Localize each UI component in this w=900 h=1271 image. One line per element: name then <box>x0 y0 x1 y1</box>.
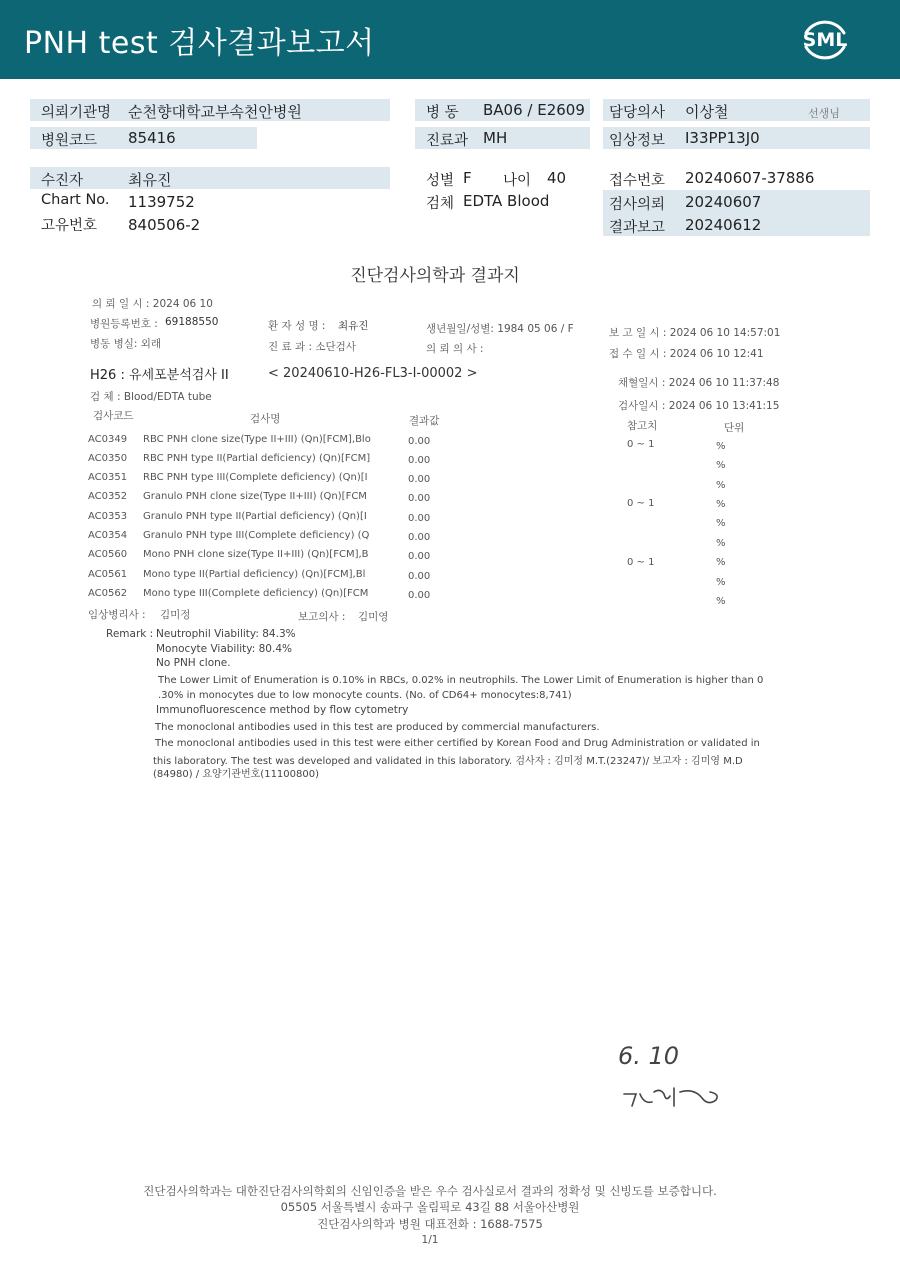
institution-label: 의뢰기관명 <box>41 105 112 121</box>
receipt-time: 접 수 일 시 : 2024 06 10 12:41 <box>609 348 764 360</box>
result-code: AC0560 <box>88 549 128 560</box>
test-code: < 20240610-H26-FL3-I-00002 > <box>268 366 478 381</box>
result-name: Granulo PNH type III(Complete deficiency) (Q <box>143 530 370 541</box>
report-value: 20240612 <box>685 216 762 234</box>
sml-logo: SML <box>798 13 852 67</box>
doctor-detail: 의 뢰 의 사 : <box>426 343 484 355</box>
remark-line: this laboratory. The test was developed and validated in this laboratory. 검사자 : 김미정 M.T.(23247)/ 보고자 : 김미영 M.D <box>153 756 743 767</box>
result-value: 0.00 <box>408 532 431 543</box>
dept-value: MH <box>483 129 508 147</box>
result-row <box>0 491 900 510</box>
request-value: 20240607 <box>685 193 762 211</box>
result-value: 0.00 <box>408 455 431 466</box>
unit: % <box>716 577 726 588</box>
result-name: Mono type II(Partial deficiency) (Qn)[FCM],Bl <box>143 569 366 580</box>
result-value: 0.00 <box>408 551 431 562</box>
chart-no-label: Chart No. <box>41 192 110 208</box>
patient-name-label: 수진자 <box>41 173 84 189</box>
remark-line: Monocyte Viability: 80.4% <box>156 643 292 655</box>
remark-line: .30% in monocytes due to low monocyte counts. (No. of CD64+ monocytes:8,741) <box>158 690 572 701</box>
unit: % <box>716 596 726 607</box>
clinical-value: I33PP13J0 <box>685 129 760 147</box>
result-name: RBC PNH type III(Complete deficiency) (Qn)[I <box>143 472 368 483</box>
request-date: 의 뢰 일 시 : 2024 06 10 <box>92 298 213 310</box>
sex-value: F <box>463 169 472 187</box>
age-value: 40 <box>547 169 567 187</box>
remark-line: The monoclonal antibodies used in this test are produced by commercial manufacturers. <box>155 722 600 733</box>
result-name: Granulo PNH type II(Partial deficiency) (Qn)[I <box>143 511 367 522</box>
result-value: 0.00 <box>408 474 431 485</box>
patient-detail-value: 최유진 <box>338 320 369 332</box>
result-code: AC0354 <box>88 530 128 541</box>
report-title: PNH test 검사결과보고서 <box>24 26 375 61</box>
clinical-label: 임상정보 <box>609 133 666 149</box>
remark-line: Neutrophil Viability: 84.3% <box>156 628 296 640</box>
result-row <box>0 588 900 607</box>
signature-date: 6. 10 <box>618 1042 680 1070</box>
result-value: 0.00 <box>408 590 431 601</box>
section-title: 진단검사의학과 결과지 <box>350 266 520 286</box>
reference-range: 0 ~ 1 <box>627 557 655 568</box>
dept-label: 진료과 <box>426 133 469 149</box>
result-code: AC0562 <box>88 588 128 599</box>
unique-id-value: 840506-2 <box>128 216 201 234</box>
report-time: 보 고 일 시 : 2024 06 10 14:57:01 <box>609 327 781 339</box>
sex-label: 성별 <box>426 173 455 189</box>
reference-range: 0 ~ 1 <box>627 439 655 450</box>
specimen-value: EDTA Blood <box>463 192 550 210</box>
hospital-code-label: 병원코드 <box>41 133 98 149</box>
remark-line: The Lower Limit of Enumeration is 0.10% in RBCs, 0.02% in neutrophils. The Lower Limit of Enumeration is higher than 0 <box>158 675 764 686</box>
result-row <box>0 530 900 549</box>
doctor-label: 담당의사 <box>609 105 666 121</box>
reporter-value: 김미영 <box>358 611 389 623</box>
result-value: 0.00 <box>408 436 431 447</box>
result-code: AC0351 <box>88 472 128 483</box>
col-unit-header: 단위 <box>724 422 745 434</box>
result-row <box>0 434 900 453</box>
chart-no-value: 1139752 <box>128 193 195 211</box>
unique-id-label: 고유번호 <box>41 218 98 234</box>
result-row <box>0 472 900 491</box>
result-value: 0.00 <box>408 513 431 524</box>
result-name: Granulo PNH clone size(Type II+III) (Qn)[FCM <box>143 491 367 502</box>
tech-value: 김미정 <box>160 609 191 621</box>
patient-detail-label: 환 자 성 명 : <box>268 320 326 332</box>
result-name: RBC PNH type II(Partial deficiency) (Qn)[FCM] <box>143 453 371 464</box>
institution-value: 순천향대학교부속천안병원 <box>128 103 302 121</box>
report-header <box>0 0 900 79</box>
col-ref-header: 참고치 <box>627 420 658 432</box>
age-label: 나이 <box>503 173 532 189</box>
specimen-detail: 검 체 : Blood/EDTA tube <box>90 391 212 403</box>
unit: % <box>716 557 726 568</box>
hospital-code-value: 85416 <box>128 129 176 147</box>
ward-detail: 병동 병실: 외래 <box>90 338 162 350</box>
col-result-header: 결과값 <box>409 415 440 427</box>
dept-detail: 진 료 과 : 소단검사 <box>268 341 356 353</box>
tech-label: 임상병리사 : <box>88 609 146 621</box>
unit: % <box>716 499 726 510</box>
result-name: RBC PNH clone size(Type II+III) (Qn)[FCM],Blo <box>143 434 371 445</box>
patient-name-bar <box>30 167 390 189</box>
handwritten-signature <box>610 1030 730 1120</box>
unit: % <box>716 480 726 491</box>
result-name: Mono type III(Complete deficiency) (Qn)[FCM <box>143 588 369 599</box>
reg-no-value: 69188550 <box>165 316 219 328</box>
footer-address: 05505 서울특별시 송파구 올림픽로 43길 88 서울아산병원 <box>280 1200 580 1214</box>
test-name: H26 : 유세포분석검사 II <box>90 368 229 383</box>
result-row <box>0 453 900 472</box>
request-label: 검사의뢰 <box>609 197 666 213</box>
result-value: 0.00 <box>408 571 431 582</box>
report-label: 결과보고 <box>609 220 666 236</box>
col-name-header: 검사명 <box>250 413 281 425</box>
result-row <box>0 549 900 568</box>
remark-label: Remark : <box>106 628 154 640</box>
reporter-label: 보고의사 : <box>298 611 346 623</box>
receipt-value: 20240607-37886 <box>685 169 815 187</box>
page-number: 1/1 <box>421 1234 439 1246</box>
unit: % <box>716 538 726 549</box>
reference-range: 0 ~ 1 <box>627 498 655 509</box>
col-code-header: 검사코드 <box>93 410 134 422</box>
remark-line: Immunofluorescence method by flow cytometry <box>156 704 409 716</box>
ward-value: BA06 / E2609 <box>483 101 585 119</box>
remark-line: No PNH clone. <box>156 657 231 669</box>
reg-no-label: 병원등록번호 : <box>90 318 158 330</box>
result-row <box>0 511 900 530</box>
result-code: AC0350 <box>88 453 128 464</box>
result-code: AC0349 <box>88 434 128 445</box>
patient-name-value: 최유진 <box>128 171 172 189</box>
unit: % <box>716 460 726 471</box>
doctor-honorific: 선생님 <box>808 107 840 120</box>
doctor-value: 이상철 <box>685 103 729 121</box>
exam-time: 검사일시 : 2024 06 10 13:41:15 <box>618 400 780 412</box>
result-row <box>0 569 900 588</box>
result-code: AC0353 <box>88 511 128 522</box>
result-code: AC0561 <box>88 569 128 580</box>
receipt-label: 접수번호 <box>609 173 666 189</box>
result-value: 0.00 <box>408 493 431 504</box>
footer-certification: 진단검사의학과는 대한진단검사의학회의 신임인증을 받은 우수 검사실로서 결과의 정확성 및 신빙도를 보증합니다. <box>143 1184 717 1198</box>
result-name: Mono PNH clone size(Type II+III) (Qn)[FCM],B <box>143 549 369 560</box>
remark-line: The monoclonal antibodies used in this test were either certified by Korean Food and Drug Administration or validated in <box>155 738 760 749</box>
remark-line: (84980) / 요양기관번호(11100800) <box>153 769 320 780</box>
result-code: AC0352 <box>88 491 128 502</box>
birth-info: 생년월일/성별: 1984 05 06 / F <box>426 323 574 335</box>
unit: % <box>716 441 726 452</box>
collect-time: 채혈일시 : 2024 06 10 11:37:48 <box>618 377 780 389</box>
footer-contact: 진단검사의학과 병원 대표전화 : 1688-7575 <box>317 1217 543 1231</box>
ward-label: 병 동 <box>426 105 459 121</box>
specimen-label: 검체 <box>426 196 455 212</box>
unit: % <box>716 518 726 529</box>
